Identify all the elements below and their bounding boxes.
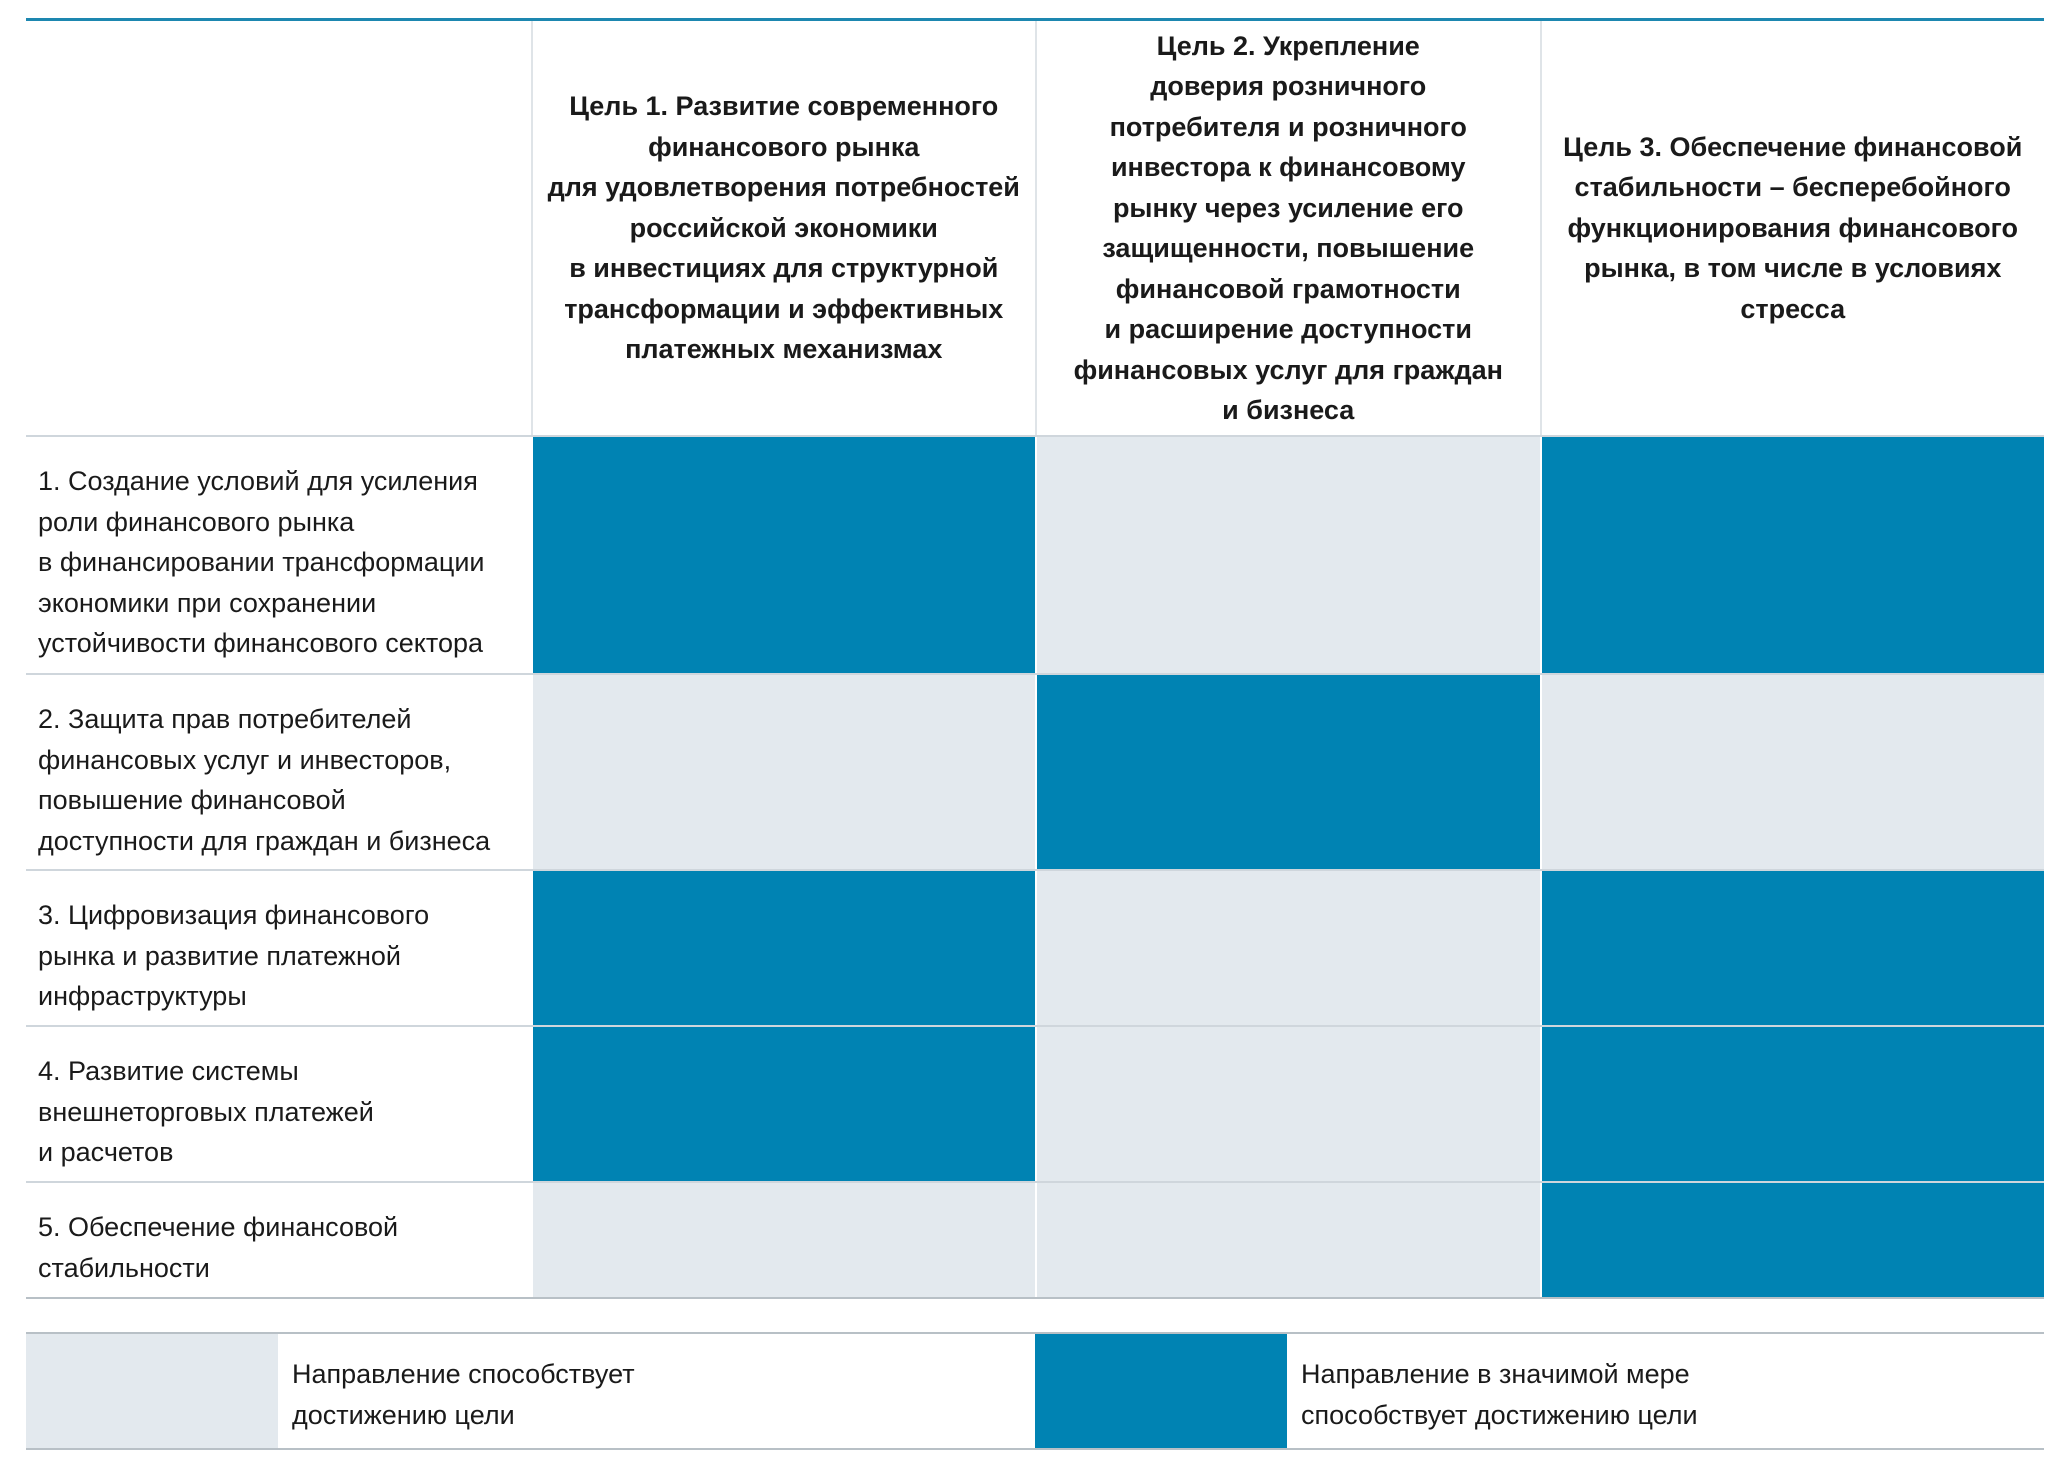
direction-row-4	[26, 1025, 2044, 1181]
bottom-rule	[26, 1297, 2044, 1299]
direction-3-label: 3. Цифровизация финансового рынка и развитие платежной инфраструктуры	[38, 900, 430, 1011]
direction-1-label: 1. Создание условий для усиления роли финансового рынка в финансировании трансформации экономики при сохранении устойчивости финансового сектора	[38, 466, 485, 658]
direction-5-label: 5. Обеспечение финансовой стабильности	[38, 1212, 399, 1283]
cell-3-3	[1540, 871, 2045, 1025]
cell-4-3	[1540, 1027, 2045, 1181]
direction-row-2	[26, 673, 2044, 869]
legend-significant-swatch	[1035, 1334, 1287, 1448]
direction-row-5	[26, 1181, 2044, 1297]
cell-4-2	[1035, 1027, 1540, 1181]
cell-2-1	[531, 675, 1036, 869]
cell-3-2	[1035, 871, 1540, 1025]
cell-5-1	[531, 1183, 1036, 1297]
legend-contributes-label: Направление способствует достижению цели	[292, 1359, 635, 1430]
legend-significant-label: Направление в значимой мере способствует достижению цели	[1301, 1359, 1698, 1430]
header-corner	[26, 21, 531, 435]
cell-5-2	[1035, 1183, 1540, 1297]
header-row	[26, 21, 2044, 435]
cell-1-2	[1035, 437, 1540, 673]
cell-1-1	[531, 437, 1036, 673]
direction-2-label: 2. Защита прав потребителей финансовых услуг и инвесторов, повышение финансовой доступности для граждан и бизнеса	[38, 704, 491, 856]
goal-2-header: Цель 2. Укрепление доверия розничного потребителя и розничного инвестора к финансовому рынку через усиление его защищенности, повышение финансовой грамотности и расширение доступности финансовых услуг для граждан и бизнеса	[1035, 21, 1540, 435]
cell-5-3	[1540, 1183, 2045, 1297]
goal-3-header: Цель 3. Обеспечение финансовой стабильности – бесперебойного функционирования финансового рынка, в том числе в условиях стресса	[1540, 21, 2045, 435]
direction-4-label: 4. Развитие системы внешнеторговых платежей и расчетов	[38, 1056, 374, 1167]
legend	[26, 1332, 2044, 1450]
cell-1-3	[1540, 437, 2045, 673]
legend-contributes-swatch	[26, 1334, 278, 1448]
goals-directions-matrix	[26, 18, 2044, 1299]
goal-1-header: Цель 1. Развитие современного финансового рынка для удовлетворения потребностей российской экономики в инвестициях для структурной трансформации и эффективных платежных механизмах	[531, 21, 1036, 435]
direction-row-3	[26, 869, 2044, 1025]
direction-row-1	[26, 435, 2044, 673]
cell-2-2	[1035, 675, 1540, 869]
cell-4-1	[531, 1027, 1036, 1181]
cell-2-3	[1540, 675, 2045, 869]
cell-3-1	[531, 871, 1036, 1025]
